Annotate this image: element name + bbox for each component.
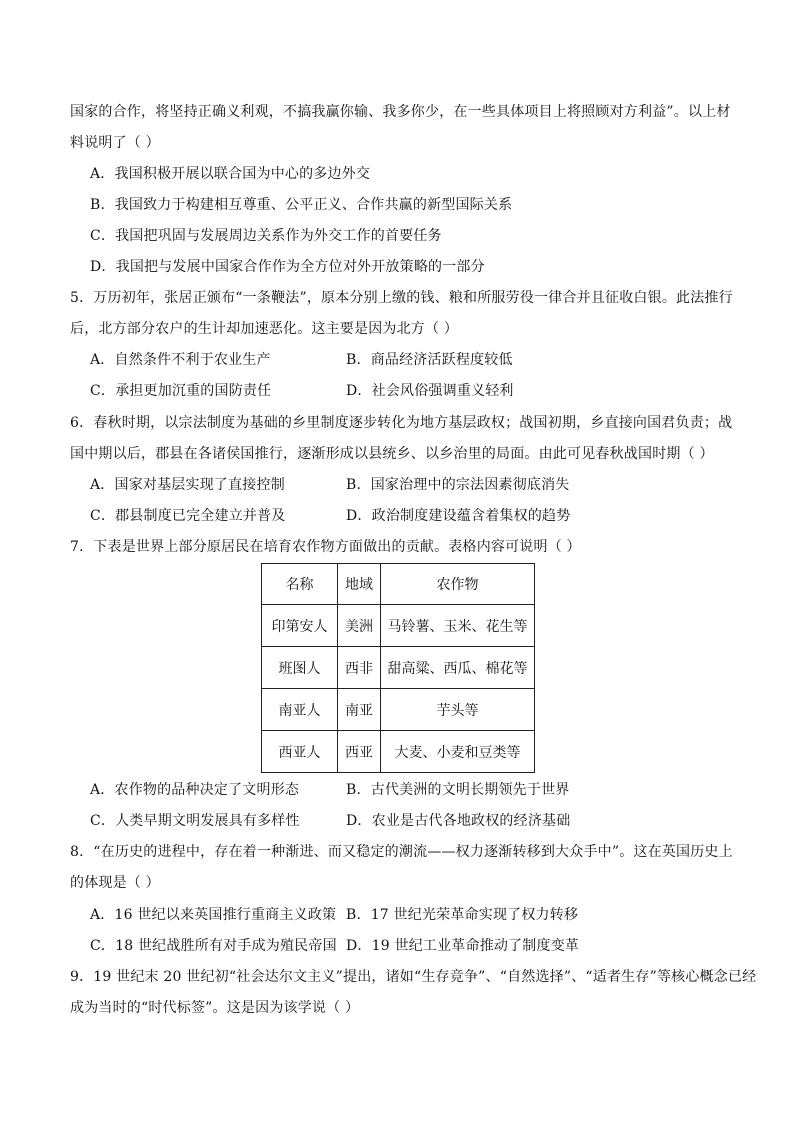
- q6-option-a: A．国家对基层实现了直接控制: [90, 477, 285, 493]
- table-cell: 南亚: [338, 689, 381, 731]
- q5-stem-line-2: 后，北方部分农户的生计却加速恶化。这主要是因为北方（ ）: [70, 321, 459, 337]
- q7-option-c: C．人类早期文明发展具有多样性: [90, 813, 300, 829]
- q5-option-a: A．自然条件不利于农业生产: [90, 352, 271, 368]
- q8-option-a: A．16 世纪以来英国推行重商主义政策: [90, 907, 337, 923]
- q6-option-b: B．国家治理中的宗法因素彻底消失: [346, 477, 570, 493]
- q4-option-d: D．我国把与发展中国家合作作为全方位对外开放策略的一部分: [90, 259, 485, 275]
- table-row: [262, 647, 535, 689]
- q6-option-d: D．政治制度建设蕴含着集权的趋势: [346, 508, 571, 524]
- q8-stem-line-1: 8．“在历史的进程中，存在着一种渐进、而又稳定的潮流——权力逐渐转移到大众手中”。这在英国历史上: [70, 844, 733, 860]
- q5-option-d: D．社会风俗强调重义轻利: [346, 383, 514, 399]
- table-cell: 西非: [338, 647, 381, 689]
- table-cell: 芋头等: [381, 689, 535, 731]
- table-header-cell: 地域: [338, 564, 381, 605]
- q4-option-a: A．我国积极开展以联合国为中心的多边外交: [90, 166, 371, 182]
- q4-option-c: C．我国把巩固与发展周边关系作为外交工作的首要任务: [90, 228, 442, 244]
- q5-stem-line-1: 5．万历初年，张居正颁布“一条鞭法”，原本分别上缴的钱、粮和所服劳役一律合并且征收白银。此法推行: [70, 290, 733, 306]
- q4-option-b: B．我国致力于构建相互尊重、公平正义、合作共赢的新型国际关系: [90, 197, 513, 213]
- q6-stem-line-1: 6．春秋时期，以宗法制度为基础的乡里制度逐步转化为地方基层政权；战国初期，乡直接向国君负责；战: [70, 415, 733, 431]
- table-cell: 马铃薯、玉米、花生等: [381, 605, 535, 647]
- table-cell: 甜高粱、西瓜、棉花等: [381, 647, 535, 689]
- q7-stem: 7．下表是世界上部分原居民在培育农作物方面做出的贡献。表格内容可说明（ ）: [70, 539, 581, 555]
- q6-stem-line-2: 国中期以后，郡县在各诸侯国推行，逐渐形成以县统乡、以乡治里的局面。由此可见春秋战国时期（ ）: [70, 446, 714, 462]
- table-cell: 印第安人: [262, 605, 338, 647]
- q7-option-a: A．农作物的品种决定了文明形态: [90, 782, 300, 798]
- crops-table: [261, 563, 535, 773]
- q7-option-b: B．古代美洲的文明长期领先于世界: [346, 782, 570, 798]
- q7-option-d: D．农业是古代各地政权的经济基础: [346, 813, 571, 829]
- q6-option-c: C．郡县制度已完全建立并普及: [90, 508, 286, 524]
- table-row: [262, 605, 535, 647]
- table-cell: 西亚: [338, 731, 381, 773]
- table-cell: 美洲: [338, 605, 381, 647]
- table-cell: 南亚人: [262, 689, 338, 731]
- table-header-cell: 名称: [262, 564, 338, 605]
- table-header-cell: 农作物: [381, 564, 535, 605]
- table-header-row: [262, 564, 535, 605]
- table-row: [262, 731, 535, 773]
- q8-option-c: C．18 世纪战胜所有对手成为殖民帝国: [90, 938, 337, 954]
- table-cell: 西亚人: [262, 731, 338, 773]
- q9-stem-line-2: 成为当时的“时代标签”。这是因为该学说（ ）: [70, 1000, 360, 1016]
- q4-stem-line-1: 国家的合作，将坚持正确义利观，不搞我赢你输、我多你少，在一些具体项目上将照顾对方利益”。以上材: [70, 104, 731, 120]
- q5-option-c: C．承担更加沉重的国防责任: [90, 383, 272, 399]
- q8-stem-line-2: 的体现是（ ）: [70, 875, 160, 891]
- table-row: [262, 689, 535, 731]
- table-cell: 大麦、小麦和豆类等: [381, 731, 535, 773]
- table-cell: 班图人: [262, 647, 338, 689]
- q9-stem-line-1: 9．19 世纪末 20 世纪初“社会达尔文主义”提出，诸如“生存竞争”、“自然选择”、“适者生存”等核心概念已经: [70, 969, 757, 985]
- q8-option-b: B．17 世纪光荣革命实现了权力转移: [346, 907, 579, 923]
- q5-option-b: B．商品经济活跃程度较低: [346, 352, 513, 368]
- q8-option-d: D．19 世纪工业革命推动了制度变革: [346, 938, 580, 954]
- q4-stem-line-2: 料说明了（ ）: [70, 135, 160, 151]
